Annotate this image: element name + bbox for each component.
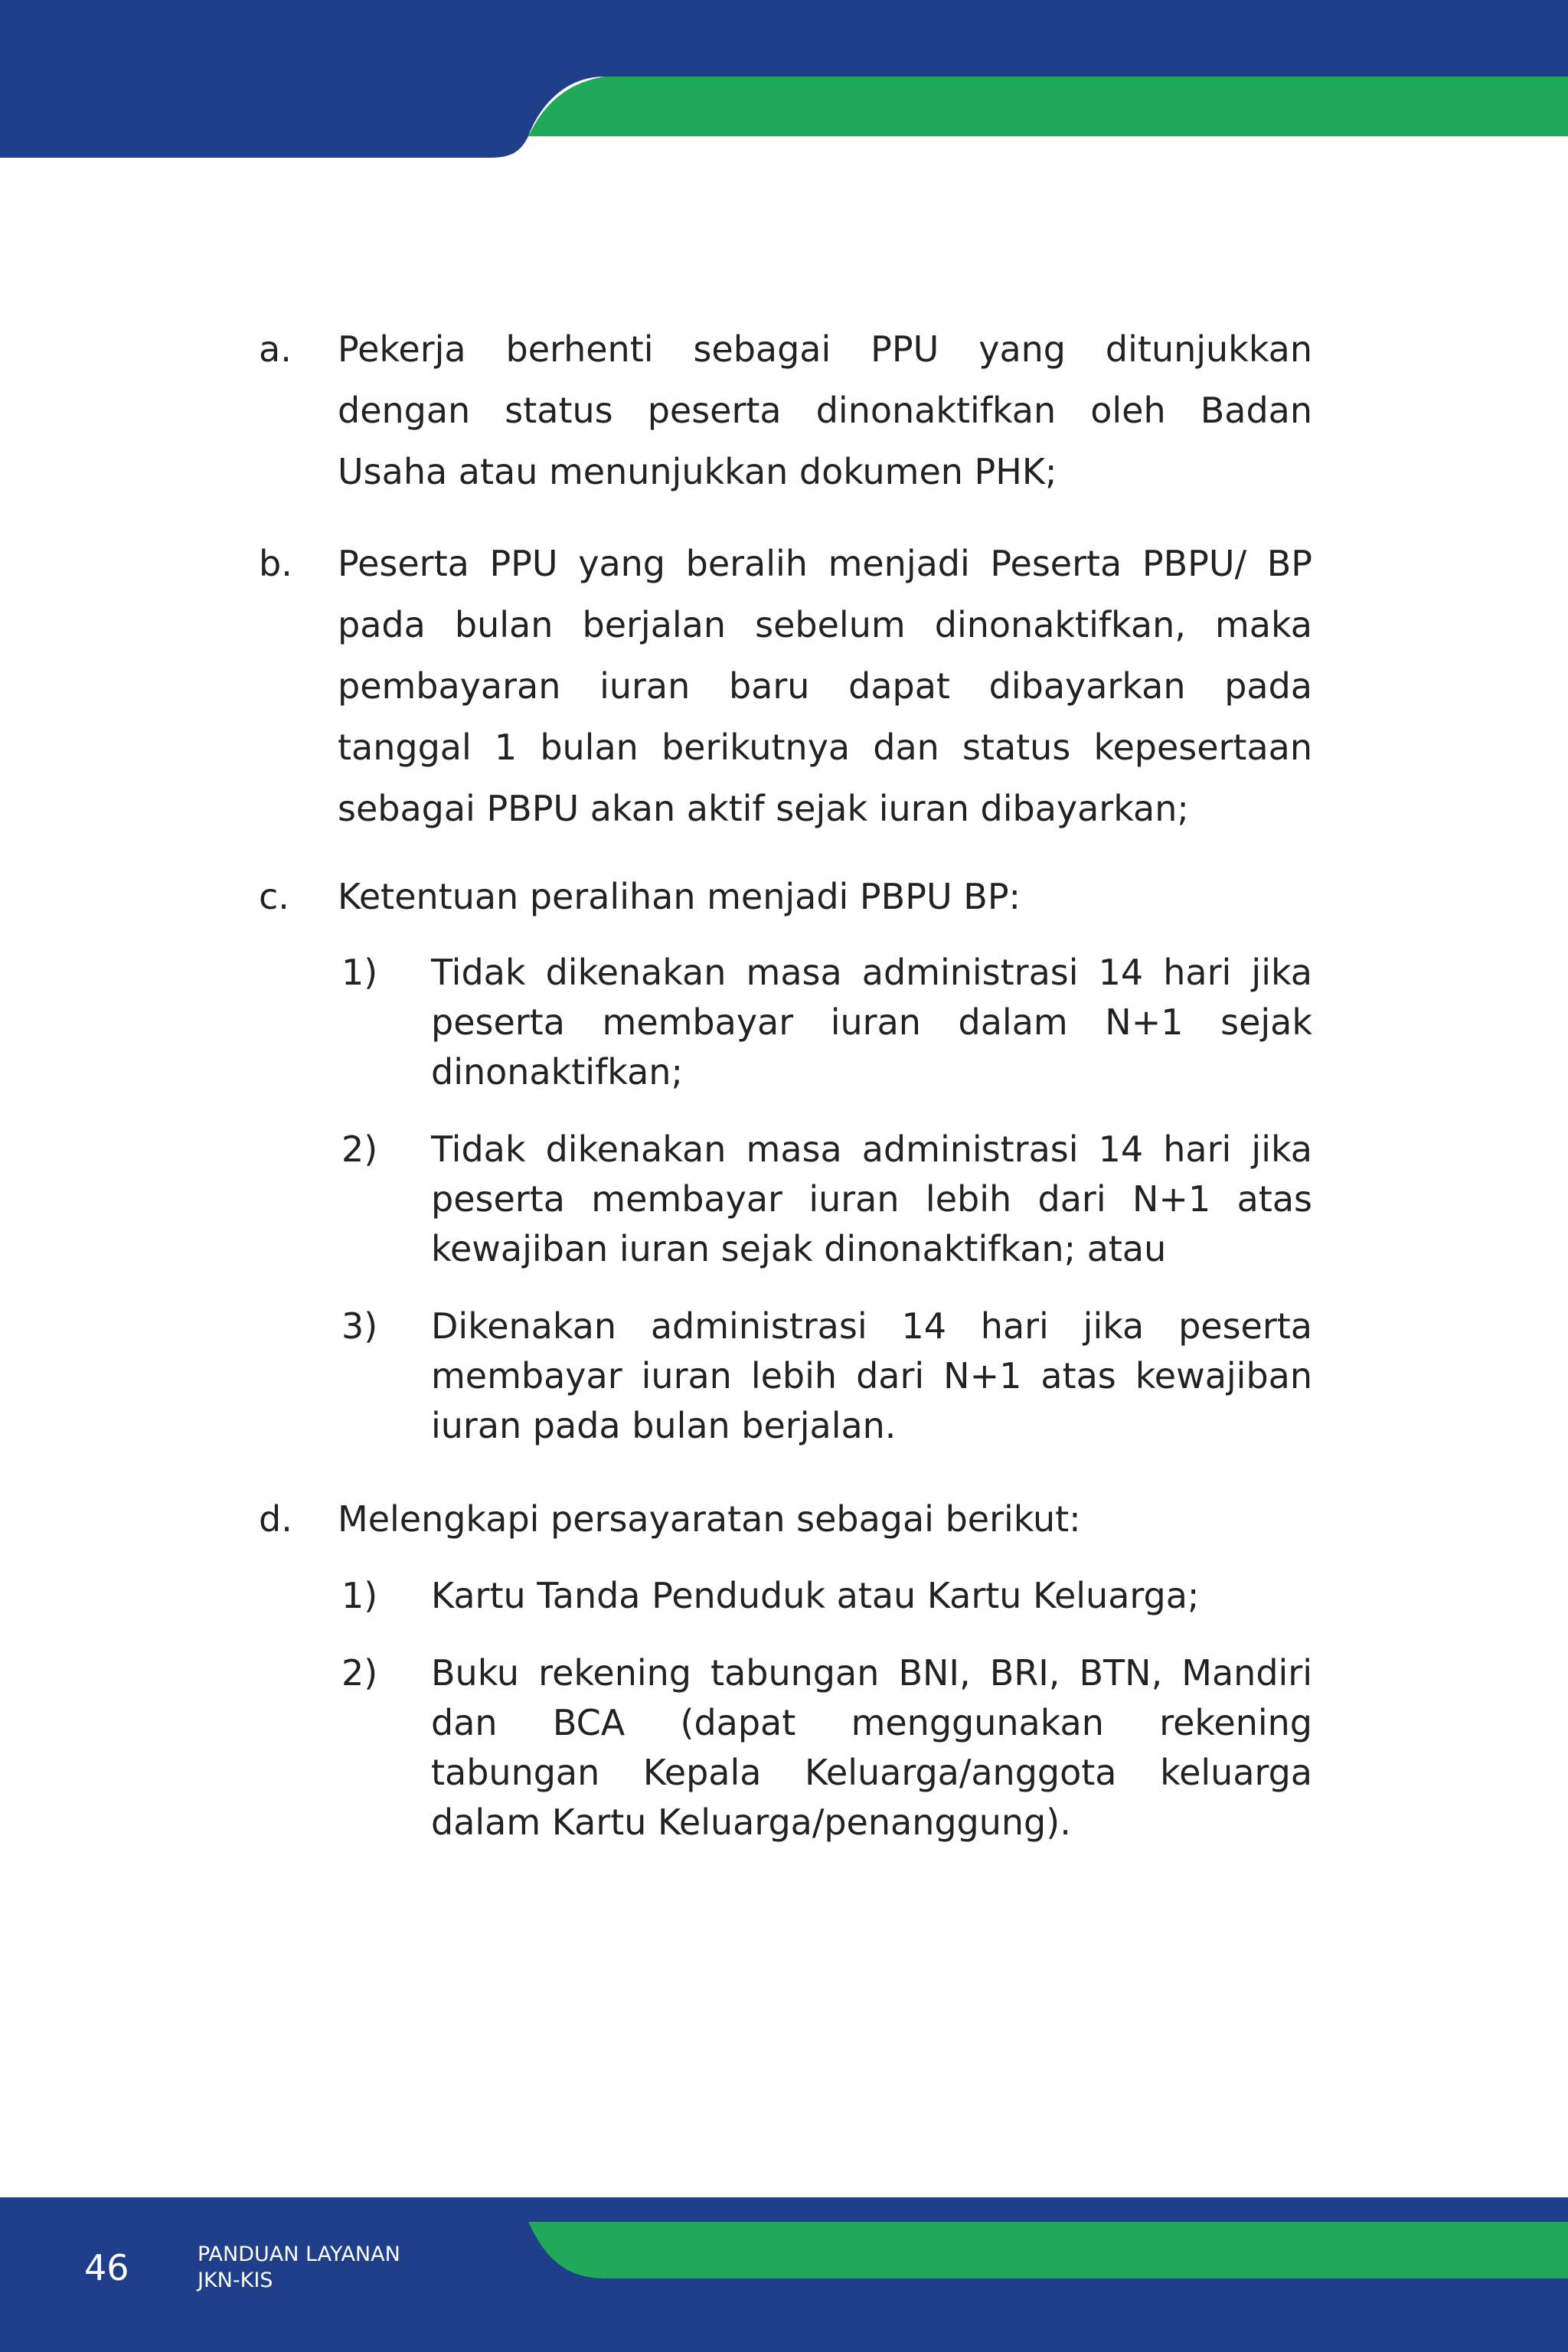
sub-list-marker: 1) <box>341 1575 378 1616</box>
list-item-text: Melengkapi persayaratan sebagai berikut: <box>338 1498 1081 1540</box>
list-marker: c. <box>259 876 289 917</box>
sub-list-marker: 1) <box>341 952 378 993</box>
footer-title: PANDUAN LAYANAN JKN-KIS <box>198 2243 400 2292</box>
sub-list-item-text: Kartu Tanda Penduduk atau Kartu Keluarga; <box>431 1575 1200 1616</box>
list-item-text: Peserta PPU yang beralih menjadi Peserta PBPU/ BP pada bulan berjalan sebelum dinonaktifkan, maka pembayaran iuran baru dapat dibayarkan pada tanggal 1 bulan berikutnya dan status kepesertaan sebagai PBPU akan aktif sejak iuran dibayarkan; <box>338 543 1312 829</box>
sub-list-item-text: Tidak dikenakan masa administrasi 14 hari jika peserta membayar iuran dalam N+1 sejak dinonaktifkan; <box>431 952 1312 1093</box>
list-item-text: Ketentuan peralihan menjadi PBPU BP: <box>338 876 1021 917</box>
sub-list-item-text: Buku rekening tabungan BNI, BRI, BTN, Mandiri dan BCA (dapat menggunakan rekening tabungan Kepala Keluarga/anggota keluarga dalam Kartu Keluarga/penanggung). <box>431 1652 1312 1843</box>
sub-list-marker: 2) <box>341 1129 378 1170</box>
list-marker: d. <box>259 1498 292 1540</box>
sub-list-marker: 2) <box>341 1652 378 1694</box>
footer-green-stripe <box>528 2222 1568 2278</box>
sub-list-item-text: Tidak dikenakan masa administrasi 14 hari jika peserta membayar iuran lebih dari N+1 atas kewajiban iuran sejak dinonaktifkan; atau <box>431 1129 1312 1269</box>
sub-list-marker: 3) <box>341 1305 378 1347</box>
list-marker: a. <box>259 328 292 370</box>
list-marker: b. <box>259 543 292 584</box>
sub-list-item-text: Dikenakan administrasi 14 hari jika peserta membayar iuran lebih dari N+1 atas kewajiban iuran pada bulan berjalan. <box>431 1305 1312 1446</box>
list-item-text: Pekerja berhenti sebagai PPU yang ditunjukkan dengan status peserta dinonaktifkan oleh Badan Usaha atau menunjukkan dokumen PHK; <box>338 328 1312 492</box>
page-number: 46 <box>84 2247 129 2288</box>
